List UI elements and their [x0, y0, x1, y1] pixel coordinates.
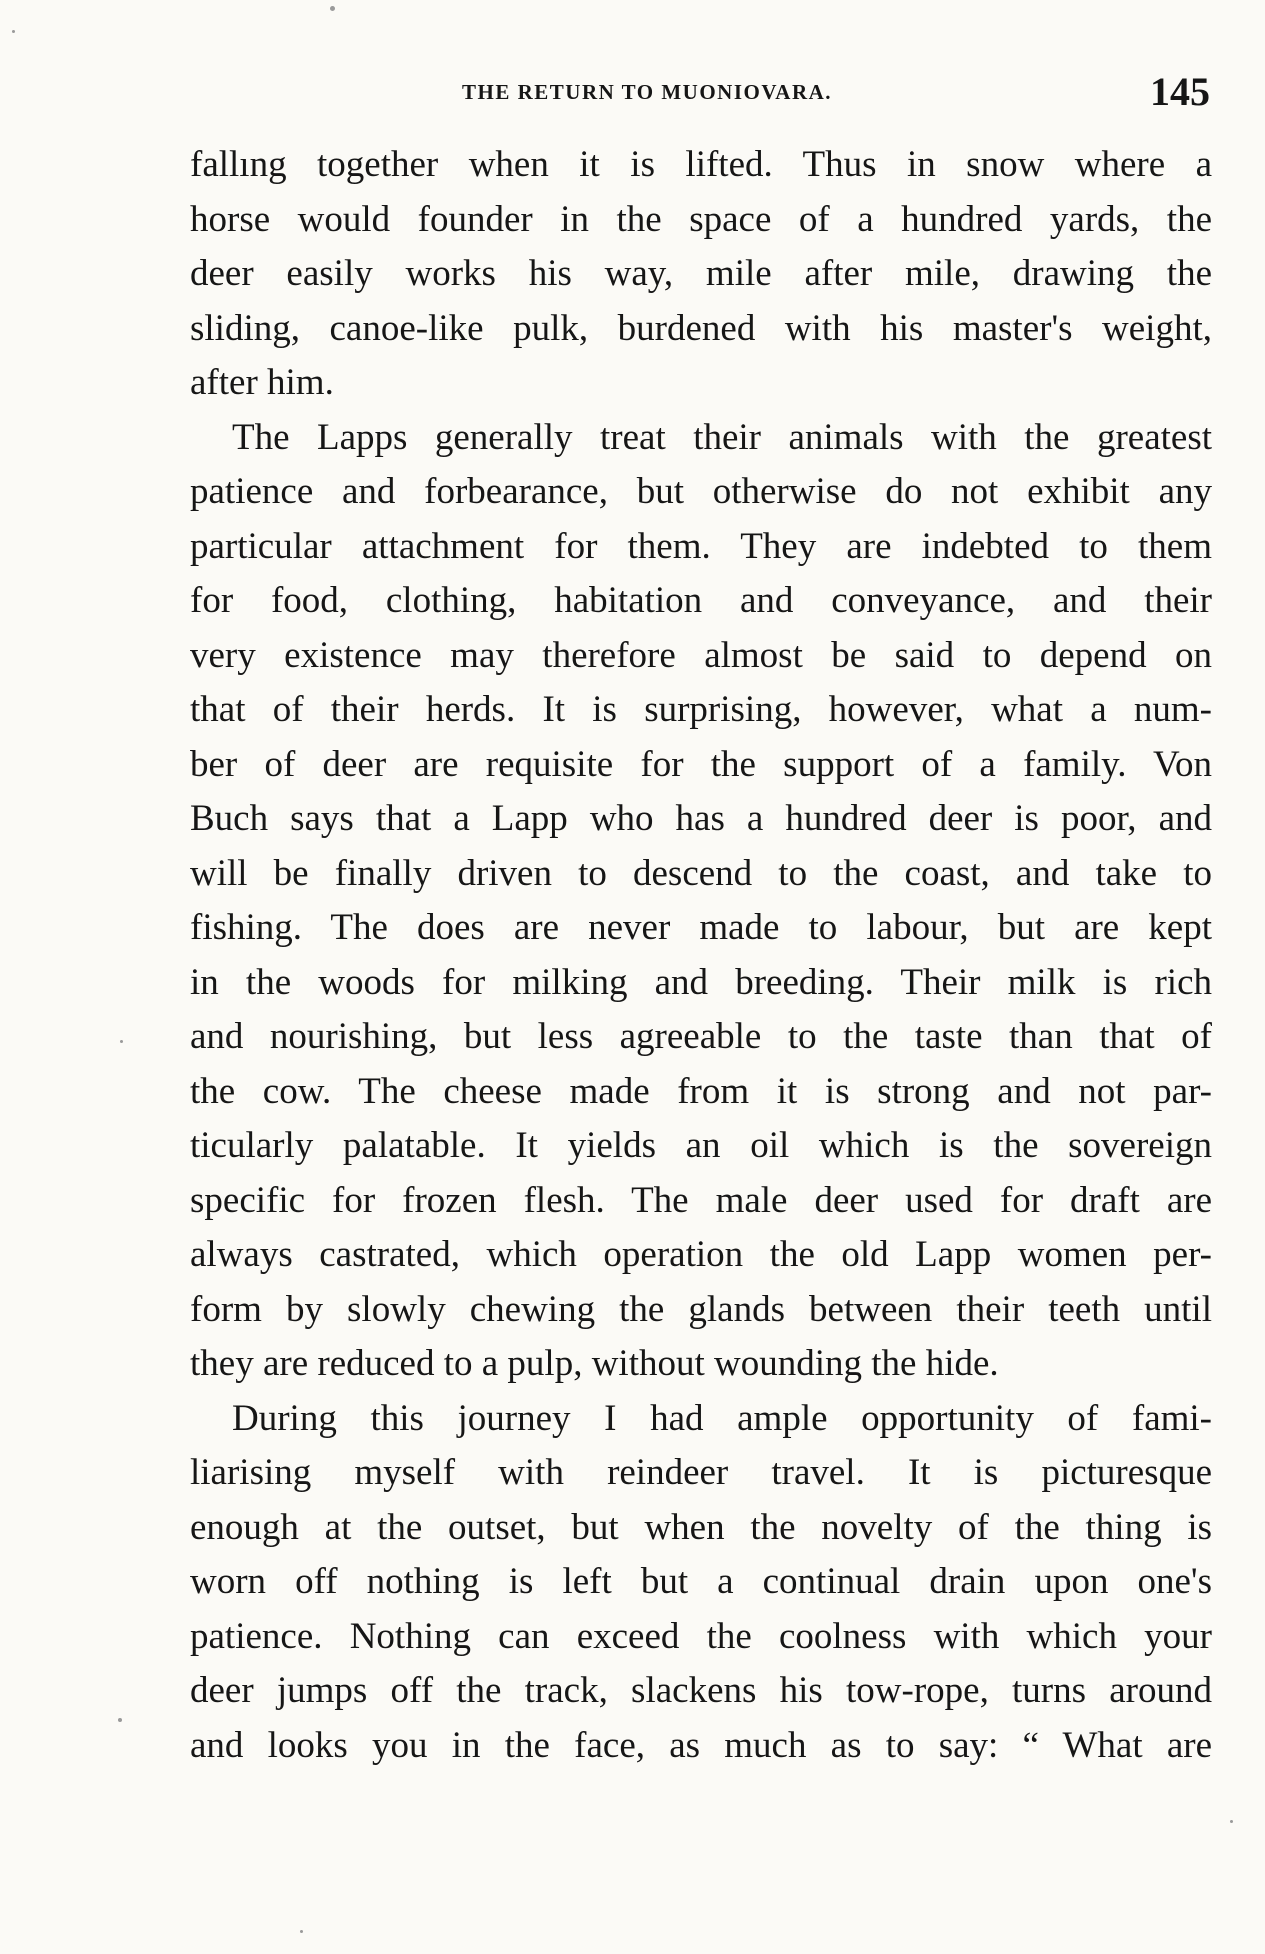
text-line: and nourishing, but less agreeable to the taste than that of: [190, 1016, 1212, 1057]
scan-speck: [118, 1718, 122, 1722]
text-line: The Lapps generally treat their animals with the greatest: [232, 416, 1212, 458]
text-line: worn off nothing is left but a continual drain upon one's: [190, 1561, 1212, 1602]
page-header: [190, 68, 1210, 118]
text-line: deer jumps off the track, slackens his tow-rope, turns around: [190, 1670, 1212, 1711]
text-line: particular attachment for them. They are indebted to them: [190, 525, 1212, 567]
text-line: During this journey I had ample opportunity of fami-: [232, 1397, 1212, 1439]
scan-speck: [12, 30, 15, 33]
text-line: patience and forbearance, but otherwise do not exhibit any: [190, 471, 1212, 512]
text-line: horse would founder in the space of a hundred yards, the: [190, 198, 1212, 240]
text-line: sliding, canoe-like pulk, burdened with his master's weight,: [190, 307, 1212, 349]
text-line: that of their herds. It is surprising, however, what a num-: [190, 689, 1212, 730]
text-line: fallıng together when it is lifted. Thus in snow where a: [190, 144, 1212, 185]
text-line: ber of deer are requisite for the support of a family. Von: [190, 743, 1212, 785]
body-text: [190, 138, 1212, 1773]
text-line: will be finally driven to descend to the coast, and take to: [190, 852, 1212, 894]
text-line: ticularly palatable. It yields an oil which is the sovereign: [190, 1125, 1212, 1166]
text-line: after him.: [190, 362, 334, 403]
text-line: enough at the outset, but when the novelty of the thing is: [190, 1506, 1212, 1548]
text-line: they are reduced to a pulp, without wounding the hide.: [190, 1343, 999, 1384]
scan-speck: [330, 6, 335, 11]
text-line: Buch says that a Lapp who has a hundred deer is poor, and: [190, 798, 1212, 839]
text-line: specific for frozen flesh. The male deer used for draft are: [190, 1179, 1212, 1221]
text-line: very existence may therefore almost be said to depend on: [190, 634, 1212, 676]
running-head: THE RETURN TO MUONIOVARA.: [462, 80, 833, 104]
page-number: 145: [1150, 69, 1210, 114]
text-line: form by slowly chewing the glands between their teeth until: [190, 1288, 1212, 1330]
scan-speck: [120, 1040, 123, 1043]
scan-speck: [1230, 1820, 1233, 1823]
scan-speck: [300, 1930, 303, 1933]
text-line: liarising myself with reindeer travel. It is picturesque: [190, 1452, 1212, 1493]
text-line: deer easily works his way, mile after mile, drawing the: [190, 253, 1212, 294]
text-line: patience. Nothing can exceed the coolness with which your: [190, 1615, 1212, 1657]
text-line: always castrated, which operation the old Lapp women per-: [190, 1234, 1212, 1275]
text-line: in the woods for milking and breeding. Their milk is rich: [190, 961, 1212, 1003]
text-line: and looks you in the face, as much as to say: “ What are: [190, 1724, 1212, 1766]
text-line: fishing. The does are never made to labour, but are kept: [190, 907, 1212, 948]
text-line: for food, clothing, habitation and conveyance, and their: [190, 580, 1212, 621]
text-line: the cow. The cheese made from it is strong and not par-: [190, 1070, 1212, 1112]
